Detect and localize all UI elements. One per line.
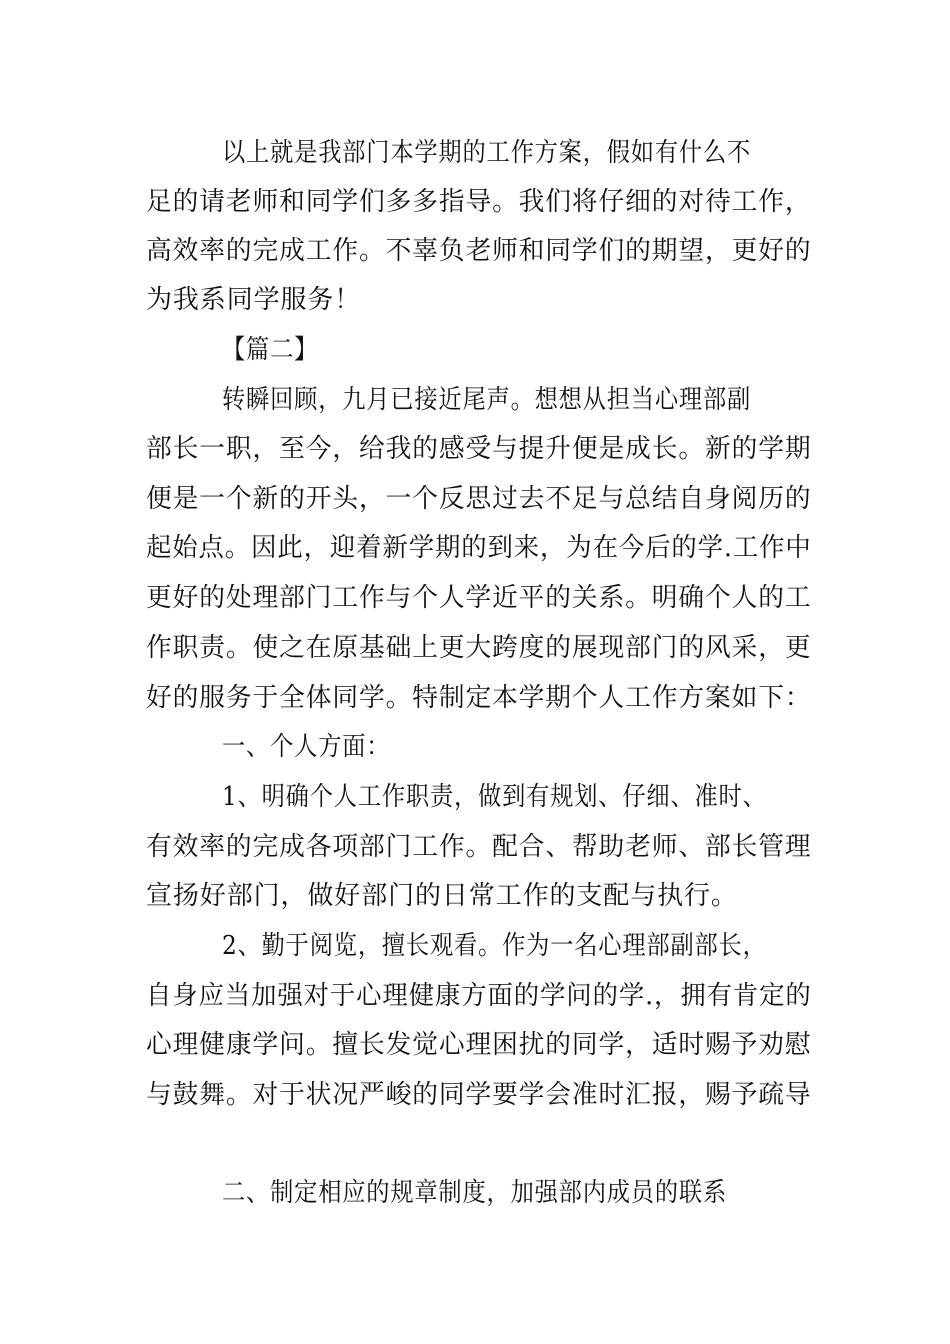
paragraph-line: 足的请老师和同学们多多指导。我们将仔细的对待工作， [146,187,812,217]
section-heading: 【篇二】 [222,335,319,365]
paragraph-line: 更好的处理部门工作与个人学近平的关系。明确个人的工 [146,583,812,613]
paragraph-line: 起始点。因此，迎着新学期的到来，为在今后的学.工作中 [146,533,812,563]
paragraph-line: 宣扬好部门，做好部门的日常工作的支配与执行。 [146,881,738,911]
paragraph-line: 以上就是我部门本学期的工作方案，假如有什么不 [222,138,752,168]
paragraph-line: 高效率的完成工作。不辜负老师和同学们的期望，更好的 [146,236,812,266]
paragraph-line: 转瞬回顾，九月已接近尾声。想想从担当心理部副 [222,385,752,415]
paragraph-line: 为我系同学服务！ [146,285,362,315]
paragraph-line: 便是一个新的开头，一个反思过去不足与总结自身阅历的 [146,484,812,514]
paragraph-line: 好的服务于全体同学。特制定本学期个人工作方案如下： [146,683,812,713]
paragraph-line: 2、勤于阅览，擅长观看。作为一名心理部副部长， [222,931,767,961]
paragraph-line: 心理健康学问。擅长发觉心理困扰的同学，适时赐予劝慰 [146,1030,812,1060]
paragraph-line: 作职责。使之在原基础上更大跨度的展现部门的风采，更 [146,633,812,663]
paragraph-line: 1、明确个人工作职责，做到有规划、仔细、准时、 [222,782,767,812]
paragraph-line: 有效率的完成各项部门工作。配合、帮助老师、部长管理 [146,832,812,862]
subsection-heading: 一、个人方面： [222,732,391,762]
section-heading: 二、制定相应的规章制度，加强部内成员的联系 [222,1178,727,1208]
paragraph-line: 自身应当加强对于心理健康方面的学问的学.，拥有肯定的 [146,981,812,1011]
paragraph-line: 与鼓舞。对于状况严峻的同学要学会准时汇报，赐予疏导 [146,1080,812,1110]
paragraph-line: 部长一职，至今，给我的感受与提升便是成长。新的学期 [146,434,812,464]
